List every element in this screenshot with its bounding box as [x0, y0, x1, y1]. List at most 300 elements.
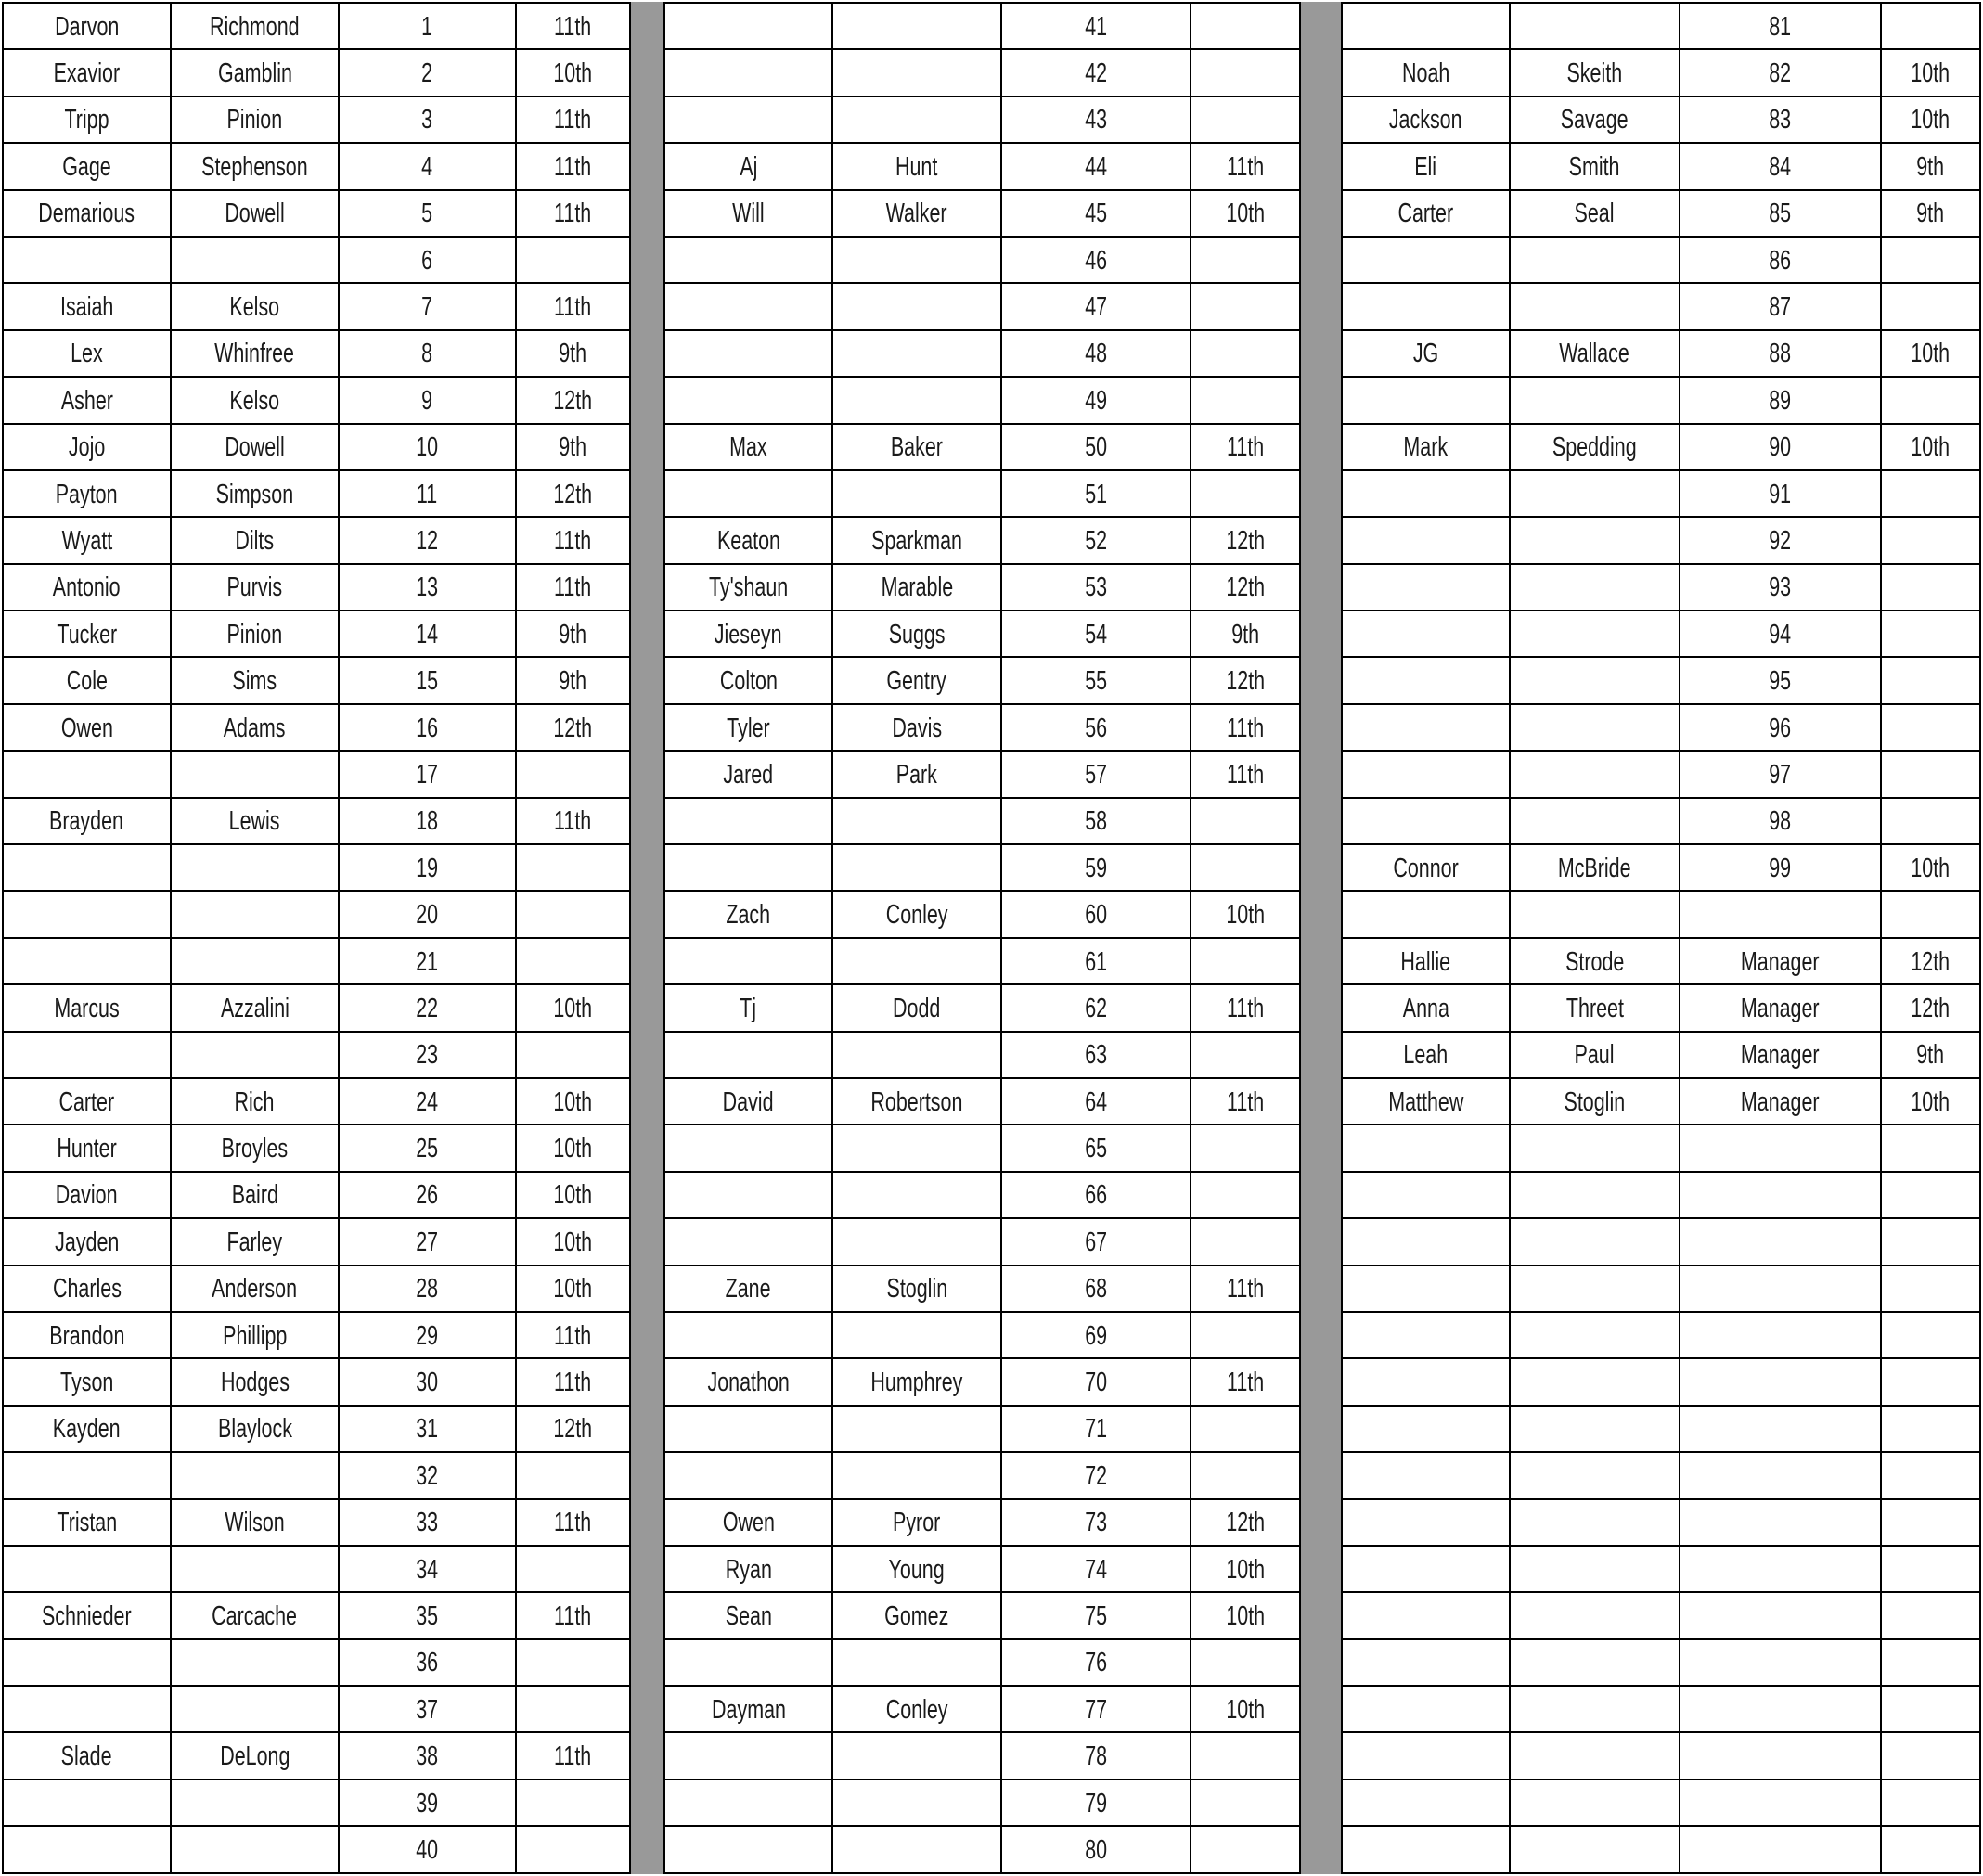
- jersey-number-text: 19: [416, 853, 439, 883]
- jersey-number-cell: [340, 284, 517, 330]
- last-name-text: Hunt: [895, 151, 938, 182]
- first-name-cell: [665, 752, 833, 798]
- jersey-number-text: 49: [1085, 385, 1107, 416]
- grade-cell: [517, 378, 631, 424]
- grade-text: 10th: [1911, 432, 1951, 463]
- jersey-number-cell: [340, 1407, 517, 1453]
- grade-cell: [517, 191, 631, 238]
- first-name-cell: [1343, 1033, 1511, 1079]
- jersey-number-text: 1: [421, 11, 433, 42]
- last-name-text: Sims: [232, 666, 277, 697]
- grade-text: 11th: [1226, 993, 1265, 1023]
- last-name-cell: [1511, 50, 1680, 96]
- first-name-text: Tucker: [57, 619, 117, 649]
- jersey-number-text: 68: [1085, 1274, 1107, 1304]
- last-name-cell: [1511, 4, 1680, 50]
- jersey-number-text: 79: [1085, 1788, 1107, 1818]
- first-name-cell: [665, 1173, 833, 1219]
- jersey-number-cell: [340, 1173, 517, 1219]
- grade-text: 10th: [553, 58, 593, 89]
- grade-text: 10th: [553, 1274, 593, 1304]
- jersey-number-text: 99: [1769, 853, 1792, 883]
- grade-cell: [517, 331, 631, 378]
- last-name-text: Humphrey: [870, 1368, 963, 1398]
- last-name-cell: [172, 845, 340, 892]
- first-name-cell: [1343, 752, 1511, 798]
- jersey-number-cell: [1680, 799, 1882, 845]
- jersey-number-text: 82: [1769, 58, 1792, 89]
- jersey-number-text: 28: [416, 1274, 439, 1304]
- first-name-cell: [665, 4, 833, 50]
- jersey-number-cell: [1680, 1173, 1882, 1219]
- last-name-text: Kelso: [229, 385, 280, 416]
- last-name-text: Robertson: [870, 1086, 963, 1117]
- jersey-number-text: 92: [1769, 525, 1792, 556]
- last-name-cell: [833, 1173, 1002, 1219]
- grade-cell: [517, 1780, 631, 1827]
- last-name-text: Kelso: [229, 292, 280, 323]
- jersey-number-text: 90: [1769, 432, 1792, 463]
- first-name-cell: [665, 892, 833, 938]
- grade-cell: [517, 752, 631, 798]
- first-name-text: Zach: [726, 900, 771, 931]
- first-name-text: Hallie: [1400, 946, 1451, 977]
- last-name-cell: [1511, 799, 1680, 845]
- grade-text: 11th: [554, 1600, 592, 1631]
- last-name-text: Richmond: [210, 11, 300, 42]
- grade-cell: [1882, 1733, 1981, 1780]
- first-name-text: Lex: [71, 339, 103, 369]
- last-name-cell: [172, 1173, 340, 1219]
- last-name-cell: [1511, 1547, 1680, 1593]
- first-name-text: Noah: [1401, 58, 1450, 89]
- grade-cell: [517, 1500, 631, 1547]
- first-name-text: Jayden: [54, 1227, 120, 1257]
- jersey-number-cell: [340, 658, 517, 704]
- jersey-number-cell: [340, 1219, 517, 1266]
- grade-text: 10th: [553, 1086, 593, 1117]
- last-name-cell: [172, 752, 340, 798]
- grade-cell: [1191, 799, 1301, 845]
- last-name-cell: [833, 1079, 1002, 1125]
- first-name-cell: [1343, 1313, 1511, 1359]
- grade-cell: [517, 425, 631, 471]
- grade-cell: [1191, 1173, 1301, 1219]
- jersey-number-cell: [1680, 518, 1882, 564]
- first-name-text: Owen: [722, 1508, 775, 1538]
- first-name-cell: [4, 331, 172, 378]
- jersey-number-cell: [1680, 1359, 1882, 1406]
- first-name-text: Jojo: [68, 432, 106, 463]
- first-name-cell: [4, 985, 172, 1032]
- first-name-cell: [4, 799, 172, 845]
- jersey-number-cell: [340, 1079, 517, 1125]
- jersey-number-text: 71: [1085, 1414, 1107, 1445]
- last-name-cell: [833, 565, 1002, 611]
- jersey-number-cell: [1680, 378, 1882, 424]
- grade-cell: [517, 1313, 631, 1359]
- jersey-number-cell: [1680, 1266, 1882, 1313]
- jersey-number-text: 29: [416, 1320, 439, 1351]
- last-name-cell: [1511, 425, 1680, 471]
- grade-cell: [1882, 1640, 1981, 1687]
- jersey-number-cell: [340, 985, 517, 1032]
- grade-text: 11th: [554, 525, 592, 556]
- first-name-cell: [4, 1640, 172, 1687]
- grade-text: 10th: [1911, 339, 1951, 369]
- grade-cell: [517, 4, 631, 50]
- jersey-number-text: 5: [421, 199, 433, 229]
- jersey-number-cell: [1002, 658, 1191, 704]
- grade-text: 10th: [1911, 1086, 1951, 1117]
- grade-text: 9th: [1916, 151, 1945, 182]
- last-name-cell: [172, 378, 340, 424]
- grade-cell: [517, 705, 631, 752]
- last-name-cell: [1511, 1780, 1680, 1827]
- first-name-cell: [1343, 4, 1511, 50]
- jersey-number-cell: [1680, 1125, 1882, 1172]
- grade-cell: [1882, 1033, 1981, 1079]
- grade-cell: [1882, 1219, 1981, 1266]
- first-name-cell: [4, 1687, 172, 1733]
- last-name-text: Azzalini: [220, 993, 290, 1023]
- last-name-cell: [1511, 1733, 1680, 1780]
- jersey-number-cell: [1002, 331, 1191, 378]
- last-name-cell: [833, 752, 1002, 798]
- jersey-number-cell: [1002, 238, 1191, 284]
- first-name-cell: [1343, 97, 1511, 144]
- grade-cell: [1882, 238, 1981, 284]
- first-name-text: Matthew: [1387, 1086, 1464, 1117]
- grade-cell: [1882, 799, 1981, 845]
- first-name-cell: [665, 284, 833, 330]
- jersey-number-cell: [1002, 378, 1191, 424]
- last-name-cell: [833, 1033, 1002, 1079]
- first-name-cell: [1343, 471, 1511, 518]
- first-name-cell: [665, 1780, 833, 1827]
- first-name-text: Keaton: [716, 525, 780, 556]
- jersey-number-text: 72: [1085, 1460, 1107, 1491]
- last-name-cell: [172, 611, 340, 658]
- first-name-cell: [1343, 611, 1511, 658]
- first-name-cell: [4, 191, 172, 238]
- last-name-cell: [172, 658, 340, 704]
- grade-text: 10th: [553, 1180, 593, 1211]
- grade-cell: [1882, 97, 1981, 144]
- first-name-cell: [4, 892, 172, 938]
- grade-cell: [1191, 611, 1301, 658]
- last-name-cell: [1511, 939, 1680, 985]
- first-name-cell: [4, 1079, 172, 1125]
- last-name-cell: [833, 50, 1002, 96]
- last-name-cell: [833, 378, 1002, 424]
- last-name-text: Dowell: [225, 199, 285, 229]
- grade-cell: [517, 1219, 631, 1266]
- last-name-text: Strode: [1565, 946, 1625, 977]
- first-name-cell: [665, 1407, 833, 1453]
- last-name-text: Purvis: [226, 572, 283, 603]
- first-name-cell: [665, 50, 833, 96]
- grade-cell: [1191, 985, 1301, 1032]
- jersey-number-cell: [1002, 1359, 1191, 1406]
- first-name-cell: [4, 1827, 172, 1873]
- first-name-cell: [4, 471, 172, 518]
- last-name-text: Davis: [892, 713, 942, 743]
- grade-text: 11th: [554, 1741, 592, 1772]
- last-name-cell: [172, 1780, 340, 1827]
- first-name-text: Hunter: [57, 1134, 117, 1164]
- first-name-text: Sean: [725, 1600, 772, 1631]
- last-name-cell: [833, 1827, 1002, 1873]
- grade-cell: [1191, 378, 1301, 424]
- grade-text: 11th: [554, 806, 592, 837]
- first-name-cell: [1343, 331, 1511, 378]
- first-name-cell: [1343, 1500, 1511, 1547]
- grade-text: 11th: [1226, 1086, 1265, 1117]
- jersey-number-text: 48: [1085, 339, 1107, 369]
- last-name-cell: [1511, 378, 1680, 424]
- last-name-cell: [1511, 1593, 1680, 1639]
- jersey-number-text: 39: [416, 1788, 439, 1818]
- first-name-text: Davion: [56, 1180, 118, 1211]
- grade-text: 9th: [559, 339, 587, 369]
- grade-cell: [1882, 50, 1981, 96]
- grade-cell: [1191, 1547, 1301, 1593]
- first-name-text: Connor: [1393, 853, 1459, 883]
- grade-cell: [1191, 144, 1301, 190]
- grade-cell: [1882, 1500, 1981, 1547]
- jersey-number-text: 76: [1085, 1648, 1107, 1678]
- jersey-number-text: 65: [1085, 1134, 1107, 1164]
- grade-cell: [517, 1593, 631, 1639]
- first-name-cell: [4, 238, 172, 284]
- jersey-number-cell: [1680, 1593, 1882, 1639]
- first-name-cell: [1343, 425, 1511, 471]
- last-name-cell: [833, 144, 1002, 190]
- last-name-text: Gentry: [886, 666, 947, 697]
- jersey-number-text: 36: [416, 1648, 439, 1678]
- grade-cell: [1191, 1033, 1301, 1079]
- grade-cell: [1191, 1593, 1301, 1639]
- grade-cell: [517, 611, 631, 658]
- grade-cell: [517, 1640, 631, 1687]
- jersey-number-text: 2: [421, 58, 433, 89]
- grade-cell: [517, 238, 631, 284]
- first-name-text: JG: [1412, 339, 1439, 369]
- grade-cell: [1882, 1407, 1981, 1453]
- first-name-cell: [1343, 1593, 1511, 1639]
- first-name-text: Zane: [726, 1274, 771, 1304]
- grade-text: 12th: [1226, 572, 1265, 603]
- first-name-cell: [665, 191, 833, 238]
- last-name-cell: [833, 939, 1002, 985]
- last-name-cell: [172, 238, 340, 284]
- jersey-number-cell: [340, 50, 517, 96]
- last-name-cell: [833, 1313, 1002, 1359]
- jersey-number-cell: [1002, 752, 1191, 798]
- grade-text: 11th: [554, 1508, 592, 1538]
- first-name-cell: [1343, 1125, 1511, 1172]
- last-name-cell: [1511, 284, 1680, 330]
- grade-cell: [1882, 1780, 1981, 1827]
- first-name-cell: [1343, 799, 1511, 845]
- jersey-number-text: 11: [417, 479, 438, 509]
- last-name-cell: [172, 1079, 340, 1125]
- last-name-cell: [172, 97, 340, 144]
- last-name-cell: [833, 1359, 1002, 1406]
- jersey-number-text: 7: [421, 292, 433, 323]
- jersey-number-cell: [340, 1453, 517, 1499]
- jersey-number-text: 83: [1769, 105, 1792, 135]
- jersey-number-cell: [340, 1500, 517, 1547]
- last-name-cell: [833, 425, 1002, 471]
- first-name-cell: [4, 1125, 172, 1172]
- first-name-text: Tyson: [59, 1368, 114, 1398]
- column-separator: [1301, 2, 1341, 1874]
- grade-cell: [1191, 1313, 1301, 1359]
- jersey-number-cell: [1680, 50, 1882, 96]
- first-name-cell: [665, 1733, 833, 1780]
- first-name-cell: [1343, 1359, 1511, 1406]
- jersey-number-cell: [340, 518, 517, 564]
- last-name-cell: [833, 1640, 1002, 1687]
- first-name-cell: [1343, 939, 1511, 985]
- first-name-cell: [1343, 1079, 1511, 1125]
- jersey-number-text: 31: [416, 1414, 439, 1445]
- last-name-text: Pyror: [893, 1508, 941, 1538]
- jersey-number-text: 94: [1769, 619, 1792, 649]
- jersey-number-text: 87: [1769, 292, 1792, 323]
- first-name-text: Marcus: [54, 993, 120, 1023]
- first-name-text: Tripp: [64, 105, 109, 135]
- first-name-text: Antonio: [53, 572, 121, 603]
- first-name-text: Cole: [66, 666, 108, 697]
- first-name-text: Slade: [61, 1741, 112, 1772]
- jersey-number-text: 42: [1085, 58, 1107, 89]
- jersey-number-cell: [340, 1266, 517, 1313]
- first-name-cell: [1343, 1827, 1511, 1873]
- last-name-cell: [1511, 144, 1680, 190]
- first-name-cell: [1343, 1219, 1511, 1266]
- grade-cell: [1191, 1827, 1301, 1873]
- last-name-cell: [172, 1453, 340, 1499]
- jersey-number-cell: [1002, 97, 1191, 144]
- last-name-cell: [1511, 331, 1680, 378]
- last-name-cell: [172, 1359, 340, 1406]
- last-name-cell: [172, 1687, 340, 1733]
- jersey-number-cell: [1002, 565, 1191, 611]
- last-name-text: Pinion: [226, 619, 283, 649]
- jersey-number-text: 85: [1769, 199, 1792, 229]
- jersey-number-text: 10: [416, 432, 439, 463]
- last-name-cell: [172, 565, 340, 611]
- jersey-number-cell: [1002, 50, 1191, 96]
- jersey-number-text: 91: [1769, 479, 1792, 509]
- last-name-text: Phillipp: [222, 1320, 288, 1351]
- last-name-cell: [833, 1453, 1002, 1499]
- grade-cell: [517, 518, 631, 564]
- last-name-text: Dilts: [235, 525, 275, 556]
- jersey-number-text: 80: [1085, 1834, 1107, 1865]
- jersey-number-text: 33: [416, 1508, 439, 1538]
- last-name-text: Baird: [231, 1180, 278, 1211]
- jersey-number-cell: [1680, 1033, 1882, 1079]
- last-name-cell: [833, 518, 1002, 564]
- jersey-number-cell: [1002, 1687, 1191, 1733]
- jersey-number-cell: [340, 1733, 517, 1780]
- jersey-number-text: 77: [1085, 1694, 1107, 1725]
- grade-text: 11th: [554, 105, 592, 135]
- first-name-cell: [4, 1173, 172, 1219]
- jersey-number-text: 32: [416, 1460, 439, 1491]
- grade-cell: [1191, 845, 1301, 892]
- last-name-text: Stoglin: [886, 1274, 947, 1304]
- jersey-number-cell: [340, 1125, 517, 1172]
- grade-cell: [517, 939, 631, 985]
- grade-cell: [1191, 1219, 1301, 1266]
- last-name-cell: [833, 845, 1002, 892]
- last-name-cell: [833, 284, 1002, 330]
- grade-text: 9th: [1916, 199, 1945, 229]
- first-name-cell: [1343, 565, 1511, 611]
- first-name-cell: [665, 1547, 833, 1593]
- last-name-text: Gomez: [884, 1600, 949, 1631]
- last-name-cell: [172, 284, 340, 330]
- grade-text: 10th: [1226, 1554, 1265, 1585]
- jersey-number-text: 57: [1085, 759, 1107, 790]
- grade-cell: [1882, 1125, 1981, 1172]
- jersey-number-cell: [1680, 1687, 1882, 1733]
- grade-cell: [1191, 1453, 1301, 1499]
- last-name-cell: [833, 658, 1002, 704]
- grade-cell: [1882, 1687, 1981, 1733]
- first-name-cell: [665, 1500, 833, 1547]
- first-name-cell: [665, 144, 833, 190]
- grade-cell: [1191, 1125, 1301, 1172]
- first-name-text: Will: [732, 199, 765, 229]
- first-name-text: Brayden: [49, 806, 124, 837]
- grade-cell: [517, 471, 631, 518]
- grade-cell: [1882, 378, 1981, 424]
- last-name-cell: [833, 985, 1002, 1032]
- last-name-text: Threet: [1565, 993, 1624, 1023]
- first-name-cell: [1343, 1407, 1511, 1453]
- last-name-cell: [1511, 1640, 1680, 1687]
- grade-text: 9th: [1231, 619, 1259, 649]
- first-name-cell: [4, 1266, 172, 1313]
- jersey-number-cell: [340, 1593, 517, 1639]
- last-name-text: Carcache: [212, 1600, 298, 1631]
- first-name-cell: [665, 1266, 833, 1313]
- jersey-number-cell: [1002, 1266, 1191, 1313]
- first-name-cell: [1343, 50, 1511, 96]
- jersey-number-cell: [340, 892, 517, 938]
- jersey-number-text: 96: [1769, 713, 1792, 743]
- jersey-number-cell: [340, 705, 517, 752]
- jersey-number-cell: [1680, 611, 1882, 658]
- grade-cell: [1882, 985, 1981, 1032]
- jersey-number-cell: [1002, 144, 1191, 190]
- first-name-cell: [665, 1453, 833, 1499]
- jersey-number-cell: [1002, 985, 1191, 1032]
- jersey-number-text: Manager: [1741, 1086, 1820, 1117]
- last-name-text: Anderson: [212, 1274, 298, 1304]
- jersey-number-cell: [340, 565, 517, 611]
- grade-cell: [1191, 50, 1301, 96]
- last-name-cell: [1511, 845, 1680, 892]
- last-name-cell: [833, 1219, 1002, 1266]
- last-name-cell: [833, 892, 1002, 938]
